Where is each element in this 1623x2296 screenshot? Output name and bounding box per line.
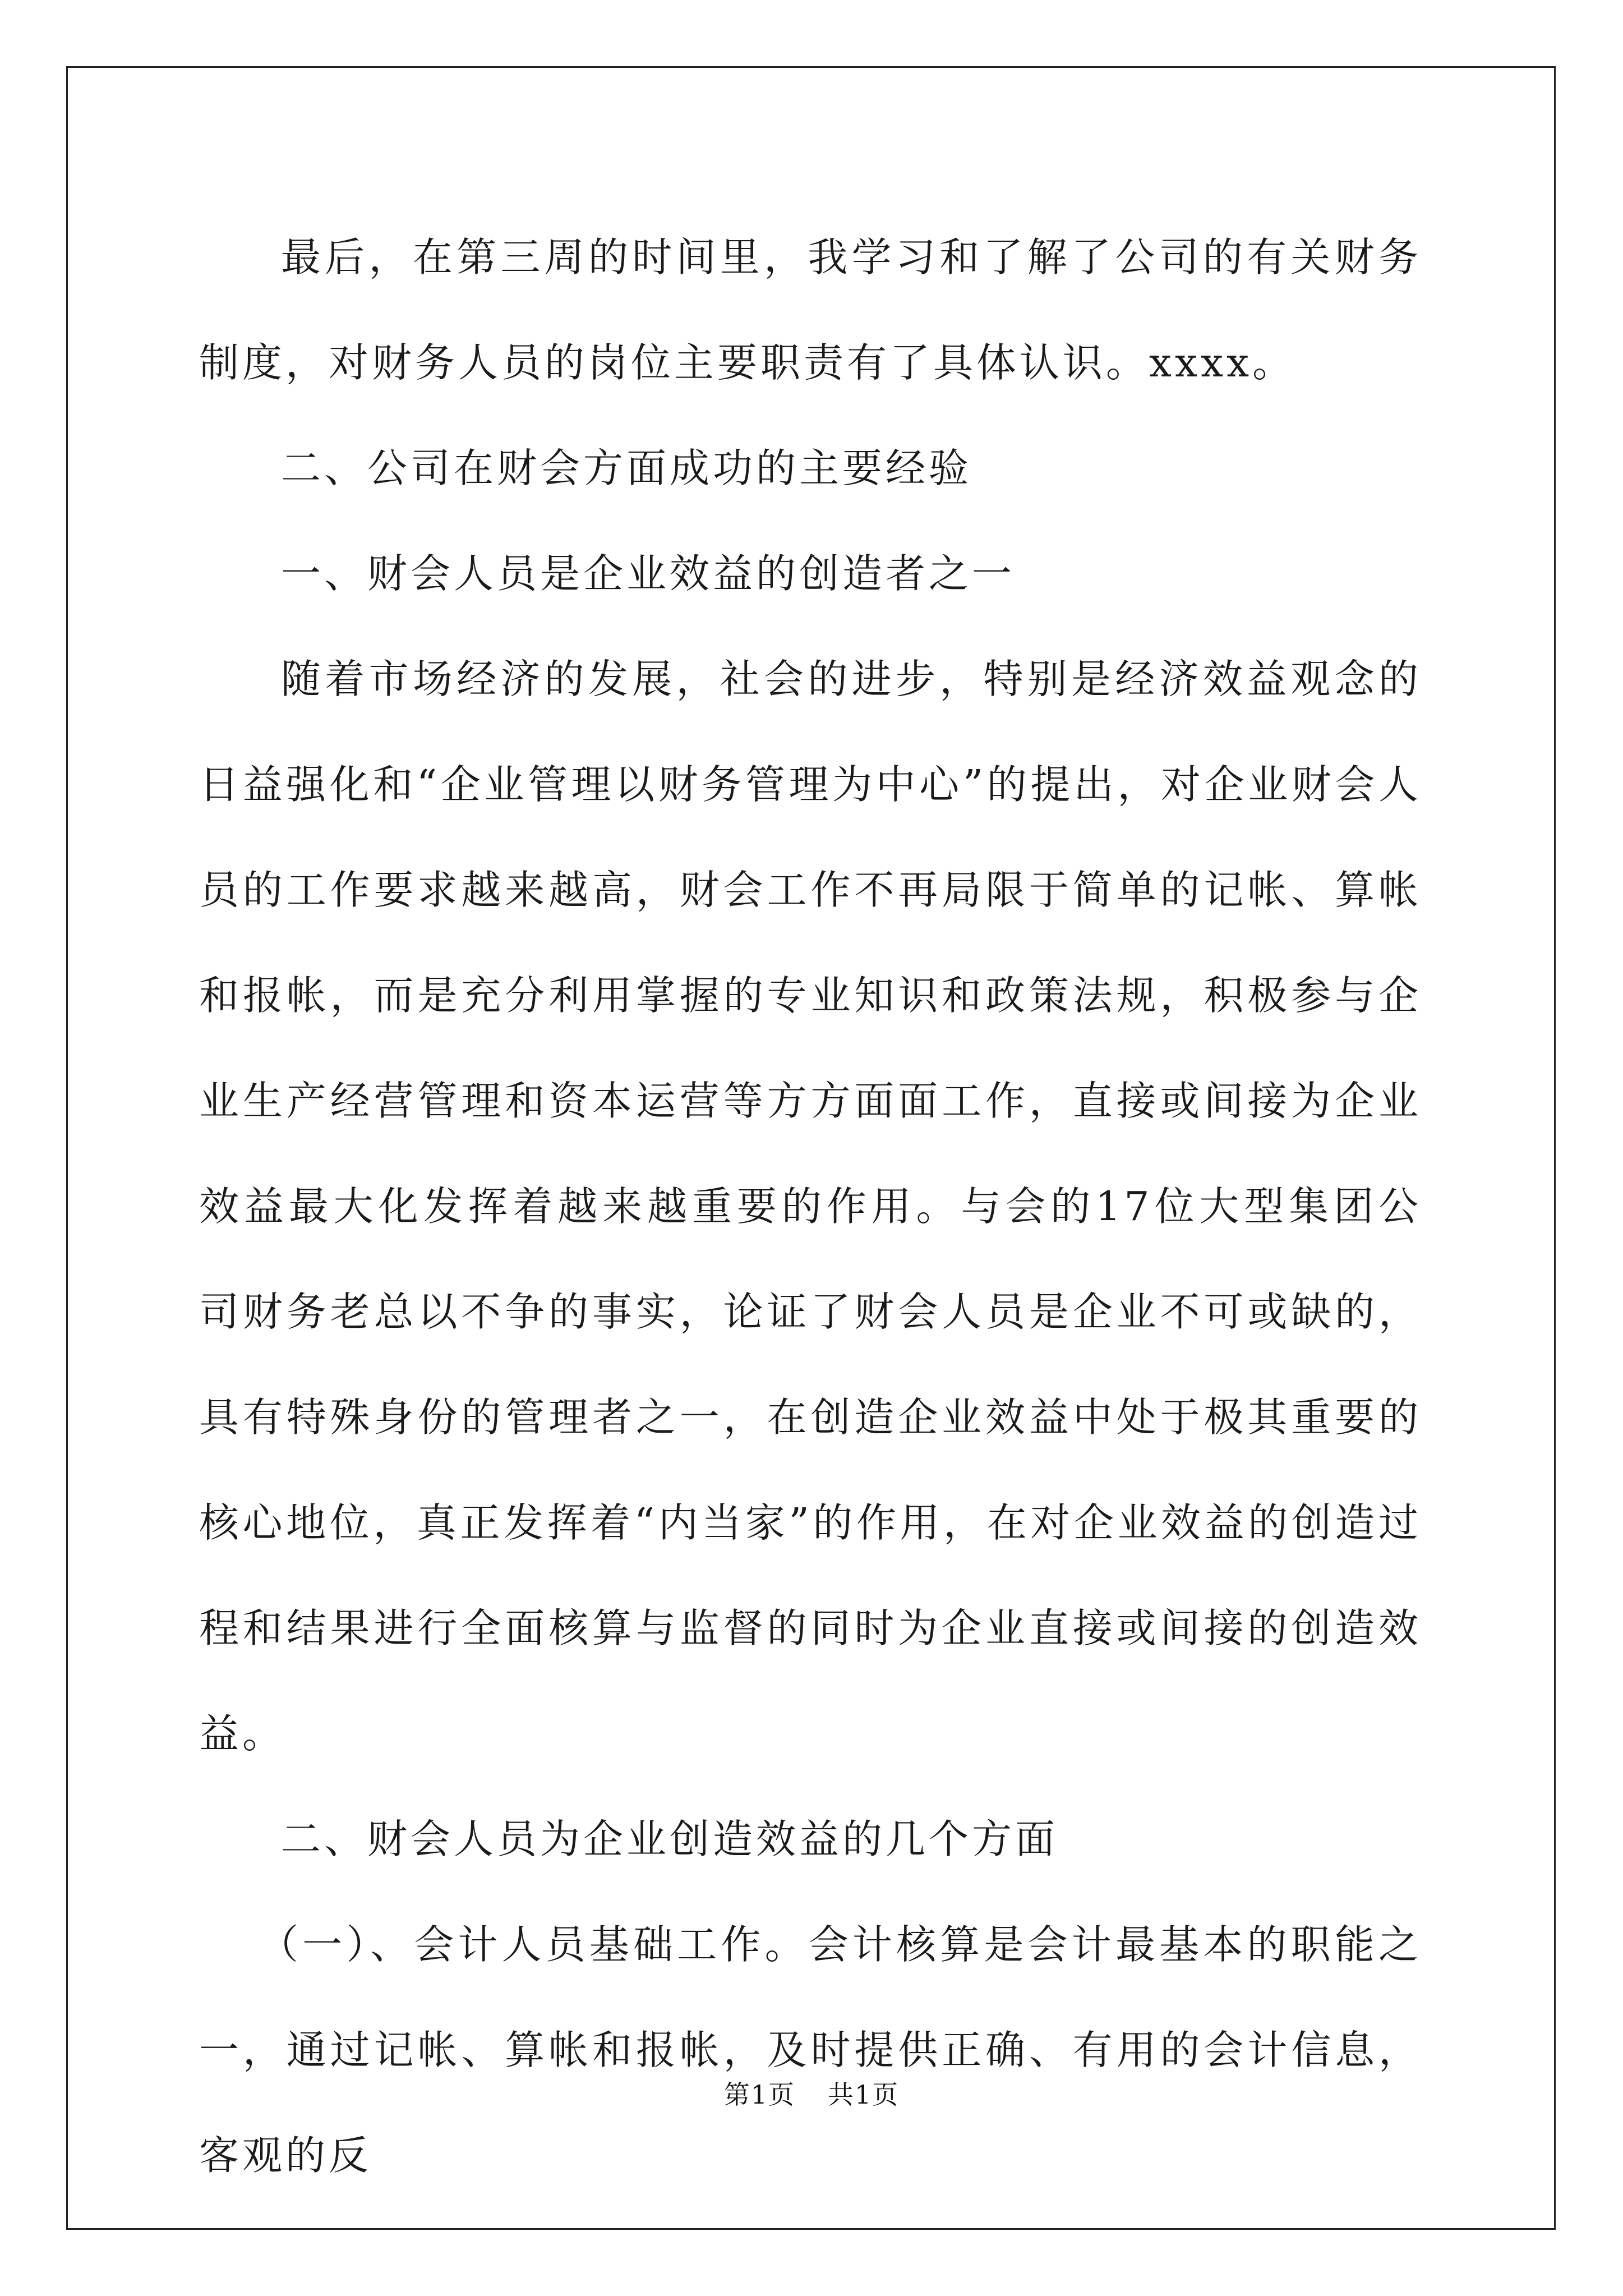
document-body xyxy=(199,205,1422,2208)
heading-main-experience: 二、公司在财会方面成功的主要经验 xyxy=(281,445,972,491)
page-total: 共1页 xyxy=(828,2079,900,2110)
paragraph-accounting-basics: （一）、会计人员基础工作。会计核算是会计最基本的职能之一，通过记帐、算帐和报帐，及时提供正确、有用的会计信息，客观的反 xyxy=(199,1921,1422,2179)
paragraph-closing-week-three: 最后，在第三周的时间里，我学习和了解了公司的有关财务制度，对财务人员的岗位主要职责有了具体认识。xxxx。 xyxy=(199,234,1422,386)
heading-value-creators: 一、财会人员是企业效益的创造者之一 xyxy=(281,550,1016,597)
heading-value-aspects: 二、财会人员为企业创造效益的几个方面 xyxy=(281,1816,1059,1862)
page-footer xyxy=(0,2074,1623,2111)
page-number: 第1页 xyxy=(723,2079,795,2110)
paragraph-market-economy: 随着市场经济的发展，社会的进步，特别是经济效益观念的日益强化和“企业管理以财务管理为中心”的提出，对企业财会人员的工作要求越来越高，财会工作不再局限于简单的记帐、算帐和报帐，而是充分利用掌握的专业知识和政策法规，积极参与企业生产经营管理和资本运营等方方面面工作，直接或间接为企业效益最大化发挥着越来越重要的作用。与会的17位大型集团公司财务老总以不争的事实，论证了财会人员是企业不可或缺的，具有特殊身份的管理者之一，在创造企业效益中处于极其重要的核心地位，真正发挥着“内当家”的作用，在对企业效益的创造过程和结果进行全面核算与监督的同时为企业直接或间接的创造效益。 xyxy=(199,656,1422,1757)
